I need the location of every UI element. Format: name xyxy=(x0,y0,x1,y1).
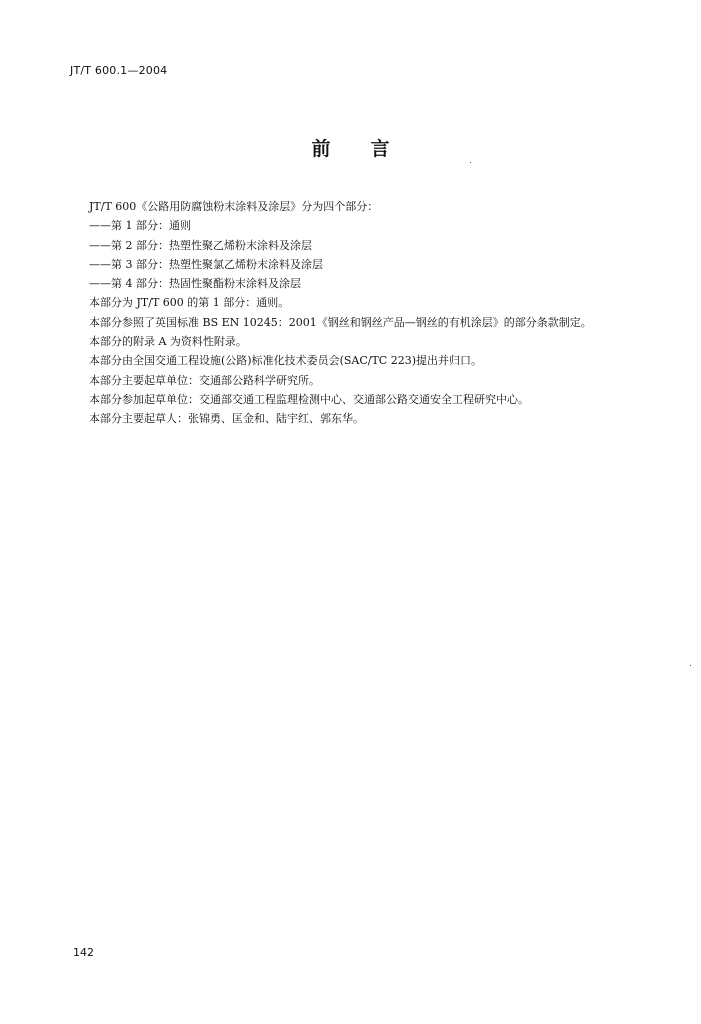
foreword-body xyxy=(89,197,669,429)
scan-speck xyxy=(470,162,471,163)
foreword-line: 本部分参照了英国标准 BS EN 10245：2001《钢丝和钢丝产品—钢丝的有机涂层》的部分条款制定。 xyxy=(89,315,592,329)
foreword-line: 本部分由全国交通工程设施(公路)标准化技术委员会(SAC/TC 223)提出并归口。 xyxy=(89,354,483,368)
title-char-2: 言 xyxy=(370,138,390,160)
foreword-line: 本部分主要起草单位：交通部公路科学研究所。 xyxy=(89,373,320,387)
foreword-list-item: ——第 2 部分：热塑性聚乙烯粉末涂料及涂层 xyxy=(89,238,312,252)
standard-code: JT/T 600.1—2004 xyxy=(70,64,168,77)
title-char-1: 前 xyxy=(311,138,331,160)
page-number: 142 xyxy=(73,946,94,959)
foreword-line: JT/T 600《公路用防腐蚀粉末涂料及涂层》分为四个部分： xyxy=(89,200,379,213)
foreword-line: 本部分为 JT/T 600 的第 1 部分：通则。 xyxy=(89,296,290,310)
foreword-line: 本部分参加起草单位：交通部交通工程监理检测中心、交通部公路交通安全工程研究中心。 xyxy=(89,392,529,406)
scan-speck xyxy=(690,665,691,666)
foreword-line: 本部分的附录 A 为资料性附录。 xyxy=(89,335,247,349)
foreword-list-item: ——第 4 部分：热固性聚酯粉末涂料及涂层 xyxy=(89,277,301,291)
foreword-list-item: ——第 1 部分：通则 xyxy=(89,219,191,233)
foreword-list-item: ——第 3 部分：热塑性聚氯乙烯粉末涂料及涂层 xyxy=(89,257,323,271)
page-title xyxy=(0,134,701,161)
foreword-line: 本部分主要起草人：张锦勇、匡金和、陆宇红、郭东华。 xyxy=(89,412,364,426)
